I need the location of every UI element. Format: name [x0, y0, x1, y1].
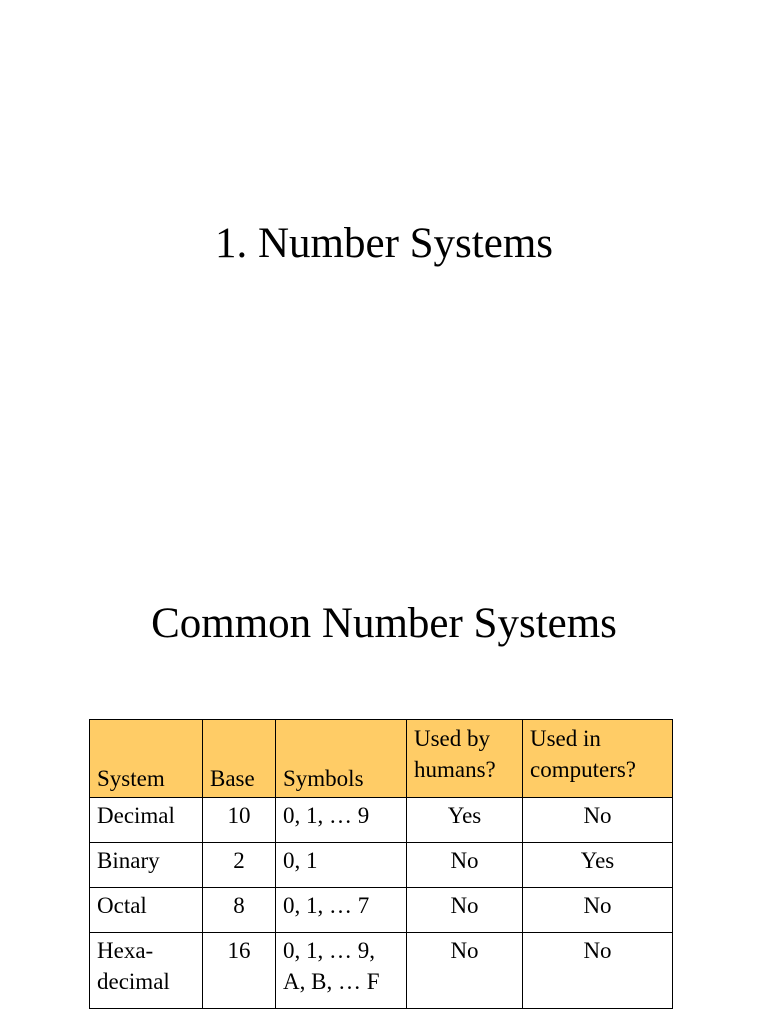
cell-computers: No: [523, 888, 673, 933]
cell-symbols: 0, 1: [276, 843, 407, 888]
cell-base: 2: [203, 843, 276, 888]
table-row: [90, 933, 673, 1009]
cell-system: Octal: [90, 888, 203, 933]
cell-system: Binary: [90, 843, 203, 888]
number-systems-table: [89, 719, 673, 1009]
cell-symbols: 0, 1, … 9: [276, 798, 407, 843]
header-computers-line-1: Used in: [530, 726, 601, 751]
cell-computers: No: [523, 798, 673, 843]
cell-humans: Yes: [407, 798, 523, 843]
cell-computers: Yes: [523, 843, 673, 888]
cell-symbols: [276, 933, 407, 1009]
slide-2: [0, 512, 768, 1024]
table-row: [90, 798, 673, 843]
table-row: [90, 843, 673, 888]
cell-system-line-2: decimal: [97, 969, 170, 994]
cell-base: 16: [203, 933, 276, 1009]
header-humans-line-2: humans?: [414, 757, 496, 782]
cell-symbols: 0, 1, … 7: [276, 888, 407, 933]
cell-symbols-line-1: 0, 1, … 9,: [283, 938, 375, 963]
slide-2-title: Common Number Systems: [151, 600, 617, 647]
table-header-row: [90, 720, 673, 798]
header-computers-line-2: computers?: [530, 757, 637, 782]
cell-humans: No: [407, 843, 523, 888]
header-used-by-humans: [407, 720, 523, 798]
cell-base: 10: [203, 798, 276, 843]
cell-symbols-line-2: A, B, … F: [283, 969, 380, 994]
cell-computers: No: [523, 933, 673, 1009]
cell-system: [90, 933, 203, 1009]
table-row: [90, 888, 673, 933]
cell-humans: No: [407, 888, 523, 933]
header-symbols: Symbols: [276, 720, 407, 798]
cell-system-line-1: Hexa-: [97, 938, 154, 963]
cell-system: Decimal: [90, 798, 203, 843]
cell-base: 8: [203, 888, 276, 933]
header-used-in-computers: [523, 720, 673, 798]
cell-humans: No: [407, 933, 523, 1009]
header-humans-line-1: Used by: [414, 726, 491, 751]
header-base: Base: [203, 720, 276, 798]
slide-1-title: 1. Number Systems: [214, 220, 554, 267]
header-system: System: [90, 720, 203, 798]
